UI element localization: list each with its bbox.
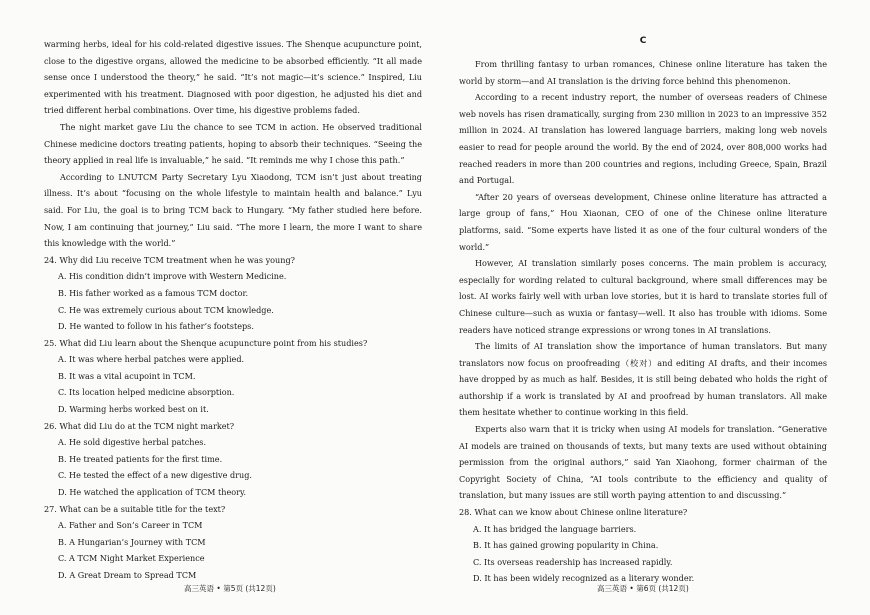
- paragraph: According to a recent industry report, the number of overseas readers of Chinese web novels has risen dramatically, surging from 230 million in 2023 to an impressive 352 million in 2024. AI translation has lowered language barriers, making long web novels easier to read for people around the world. By the end of 2024, over 808,000 works had reached readers in more than 200 countries and regions, including Greece, Spain, Brazil and Portugal.: [459, 92, 827, 186]
- question-25: [44, 335, 422, 418]
- option-b: B. His father worked as a famous TCM doctor.: [58, 287, 249, 298]
- option-a: A. Father and Son’s Career in TCM: [58, 520, 203, 531]
- question-28: [459, 504, 827, 587]
- right-page: [459, 36, 827, 587]
- option-d: D. Warming herbs worked best on it.: [58, 404, 209, 415]
- paragraph: The limits of AI translation show the importance of human translators. But many translators now focus on proofreading（校对）and editing AI drafts, and their incomes have dropped by as much as half. Besides, it is still being debated who holds the right of authorship if a work is translated by AI and proofread by human translators. All make them hesitate whether to continue working in this field.: [459, 341, 827, 418]
- paragraph: The night market gave Liu the chance to see TCM in action. He observed traditional Chinese medicine doctors treating patients, hoping to absorb their techniques. “Seeing the theory applied in real life is invaluable,” he said. “It reminds me why I chose this path.”: [44, 121, 422, 166]
- question-24: [44, 252, 422, 335]
- option-b: B. It has gained growing popularity in China.: [473, 540, 659, 551]
- option-a: A. His condition didn’t improve with Western Medicine.: [58, 271, 287, 282]
- option-c: C. A TCM Night Market Experience: [58, 553, 205, 564]
- page-footer-left: 高三英语 • 第5页 (共12页): [184, 584, 276, 593]
- option-b: B. A Hungarian’s Journey with TCM: [58, 536, 206, 547]
- paragraph: According to LNUTCM Party Secretary Lyu Xiaodong, TCM isn’t just about treating illness. It’s about “focusing on the whole lifestyle to maintain health and balance.” Lyu said. For Liu, the goal is to bring TCM back to Hungary. “My father studied here before. Now, I am continuing that journey,” Liu said. “The more I learn, the more I want to share this knowledge with the world.”: [44, 171, 422, 249]
- option-d: D. A Great Dream to Spread TCM: [58, 570, 197, 580]
- section-label: C: [639, 36, 647, 46]
- option-d: D. It has been widely recognized as a literary wonder.: [473, 573, 695, 584]
- left-page: [44, 36, 422, 584]
- option-d: D. He wanted to follow in his father’s footsteps.: [58, 321, 254, 332]
- question-26: [44, 418, 422, 501]
- paragraph: Experts also warn that it is tricky when using AI models for translation. “Generative AI models are trained on thousands of texts, but many texts are used without obtaining permission from the original authors,” said Yan Xiaohong, former chairman of the Copyright Society of China, “AI tools contribute to the efficiency and quality of translation, but many issues are still worth paying attention to and discussing.”: [459, 424, 827, 501]
- question-27: [44, 501, 422, 584]
- paragraph: However, AI translation similarly poses concerns. The main problem is accuracy, especially for wording related to cultural background, where small differences may be lost. AI works fairly well with urban love stories, but it is hard to translate stories full of Chinese culture—such as wuxia or fantasy—well. It also has trouble with idioms. Some readers have noticed strange expressions or wrong tones in AI translations.: [459, 258, 827, 335]
- page-footer-right: 高三英语 • 第6页 (共12页): [597, 584, 689, 593]
- question-stem: 24. Why did Liu receive TCM treatment when he was young?: [44, 254, 296, 265]
- question-stem: 26. What did Liu do at the TCM night market?: [44, 420, 235, 431]
- question-stem: 28. What can we know about Chinese online literature?: [459, 507, 688, 518]
- option-c: C. Its location helped medicine absorption.: [58, 387, 235, 398]
- paragraph: warming herbs, ideal for his cold-related digestive issues. The Shenque acupuncture point, close to the digestive organs, allowed the medicine to be absorbed efficiently. “It all made sense once I understood the theory,” he said. “It’s not magic—it’s science.” Inspired, Liu experimented with his treatment. Diagnosed with poor digestion, he adjusted his diet and tried different herbal combinations. Over time, his digestive problems faded.: [44, 39, 422, 116]
- option-c: C. He was extremely curious about TCM knowledge.: [58, 304, 274, 315]
- option-a: A. He sold digestive herbal patches.: [58, 437, 207, 448]
- option-b: B. It was a vital acupoint in TCM.: [58, 370, 196, 381]
- paragraph: “After 20 years of overseas development, Chinese online literature has attracted a large group of fans,” Hou Xiaonan, CEO of one of the Chinese online literature platforms, said. “Some experts have listed it as one of the four cultural wonders of the world.”: [459, 191, 827, 252]
- option-d: D. He watched the application of TCM theory.: [58, 487, 247, 498]
- paragraph: From thrilling fantasy to urban romances, Chinese online literature has taken the world by storm—and AI translation is the driving force behind this phenomenon.: [459, 59, 827, 86]
- question-stem: 25. What did Liu learn about the Shenque acupuncture point from his studies?: [44, 337, 368, 348]
- option-a: A. It was where herbal patches were applied.: [58, 354, 245, 365]
- option-a: A. It has bridged the language barriers.: [473, 523, 637, 534]
- option-b: B. He treated patients for the first time.: [58, 453, 223, 464]
- option-c: C. Its overseas readership has increased rapidly.: [473, 556, 673, 567]
- option-c: C. He tested the effect of a new digestive drug.: [58, 470, 253, 481]
- question-stem: 27. What can be a suitable title for the text?: [44, 503, 226, 514]
